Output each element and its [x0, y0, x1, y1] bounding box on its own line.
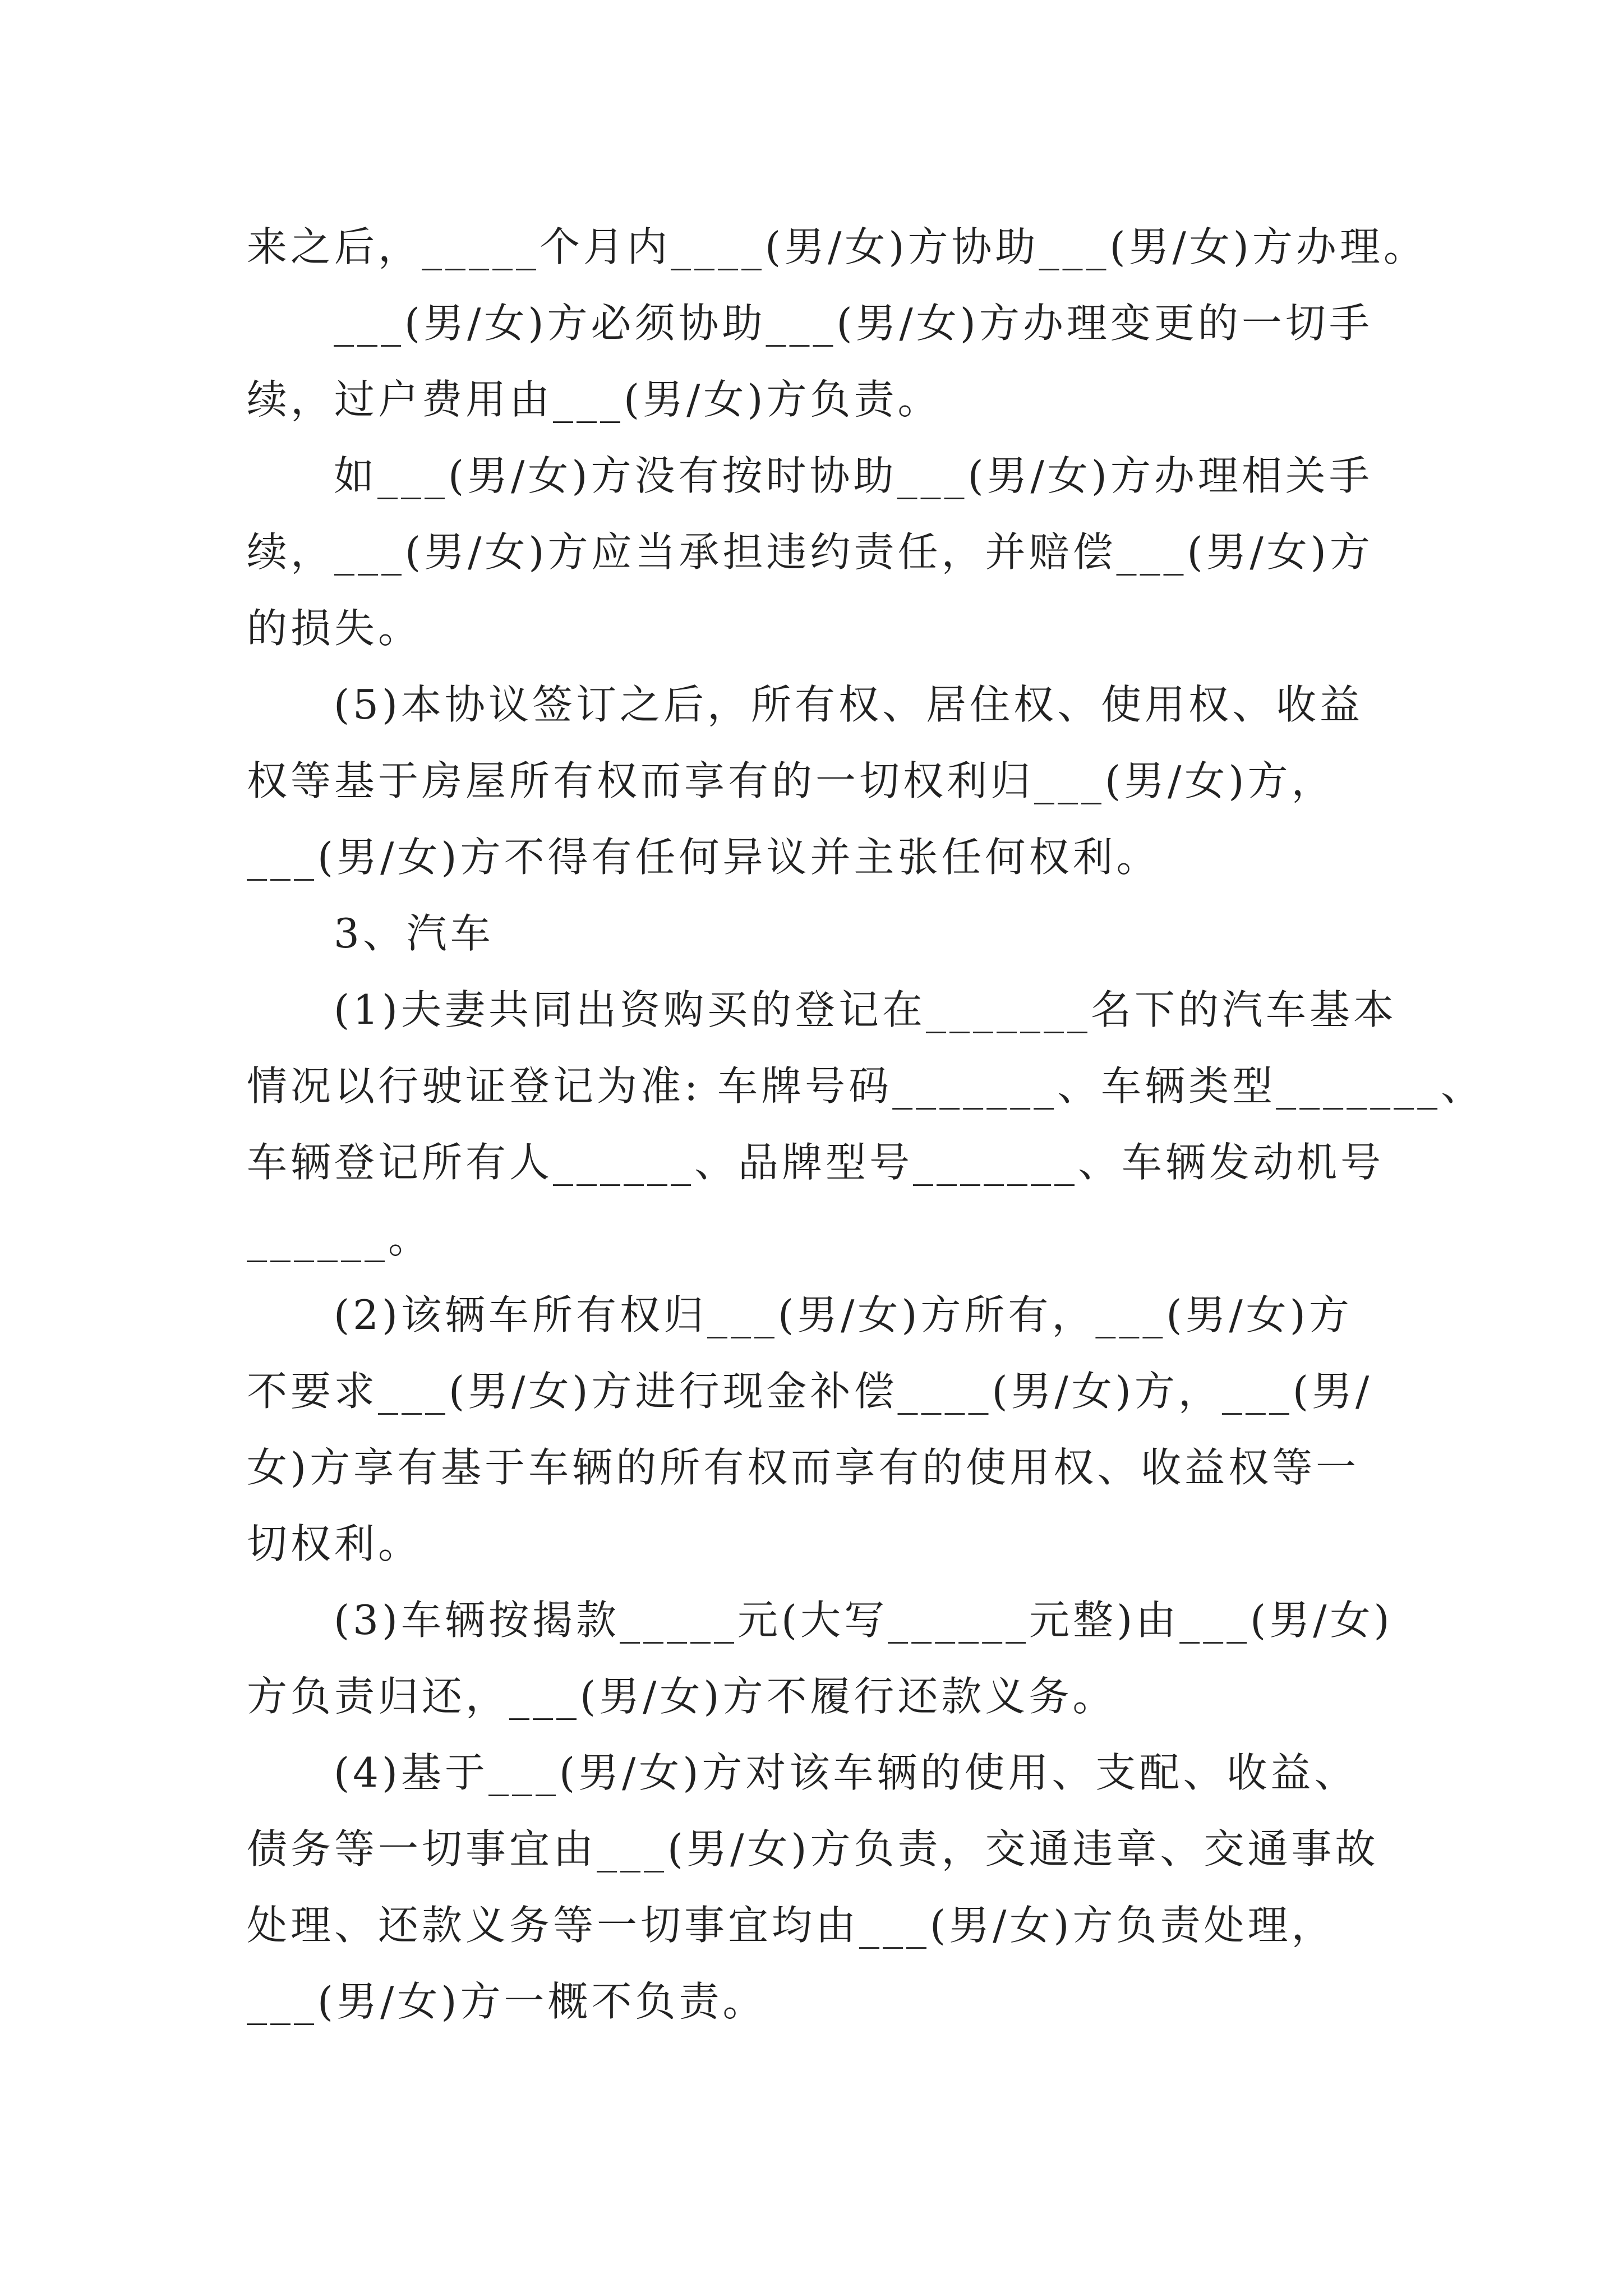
text-line: 不要求___(男/女)方进行现金补偿____(男/女)方，___(男/: [247, 1368, 1373, 1415]
text-line: ___(男/女)方不得有任何异议并主张任何权利。: [247, 834, 1160, 881]
document-body: [247, 209, 1485, 2040]
text-line: 切权利。: [247, 1520, 422, 1567]
text-line: 来之后，_____个月内____(男/女)方协助___(男/女)方办理。: [247, 223, 1427, 270]
text-line: 方负责归还，___(男/女)方不履行还款义务。: [247, 1673, 1117, 1720]
text-line: 女)方享有基于车辆的所有权而享有的使用权、收益权等一: [247, 1444, 1360, 1491]
section-heading: 3、汽车: [334, 910, 494, 957]
text-line: ___(男/女)方必须协助___(男/女)方办理变更的一切手: [334, 300, 1373, 347]
text-line: 如___(男/女)方没有按时协助___(男/女)方办理相关手: [334, 452, 1373, 499]
text-line: (3)车辆按揭款_____元(大写______元整)由___(男/女): [334, 1596, 1393, 1644]
text-line: 续，过户费用由___(男/女)方负责。: [247, 376, 942, 423]
text-line: 权等基于房屋所有权而享有的一切权利归___(男/女)方，: [247, 757, 1335, 804]
text-line: 的损失。: [247, 605, 422, 652]
text-line: 债务等一切事宜由___(男/女)方负责，交通违章、交通事故: [247, 1825, 1379, 1872]
text-line: (1)夫妻共同出资购买的登记在_______名下的汽车基本: [334, 986, 1397, 1033]
text-line: (2)该辆车所有权归___(男/女)方所有，___(男/女)方: [334, 1291, 1353, 1338]
text-line: 车辆登记所有人______、品牌型号_______、车辆发动机号: [247, 1139, 1385, 1186]
text-line: (4)基于___(男/女)方对该车辆的使用、支配、收益、: [334, 1749, 1358, 1796]
text-line: (5)本协议签订之后，所有权、居住权、使用权、收益: [334, 681, 1363, 728]
text-line: 处理、还款义务等一切事宜均由___(男/女)方负责处理，: [247, 1902, 1335, 1949]
text-line: ___(男/女)方一概不负责。: [247, 1978, 767, 2025]
text-line: 情况以行驶证登记为准: 车牌号码_______、车辆类型_______、: [247, 1062, 1485, 1110]
text-line: 续，___(男/女)方应当承担违约责任，并赔偿___(男/女)方: [247, 528, 1373, 576]
text-line: ______。: [247, 1215, 432, 1262]
